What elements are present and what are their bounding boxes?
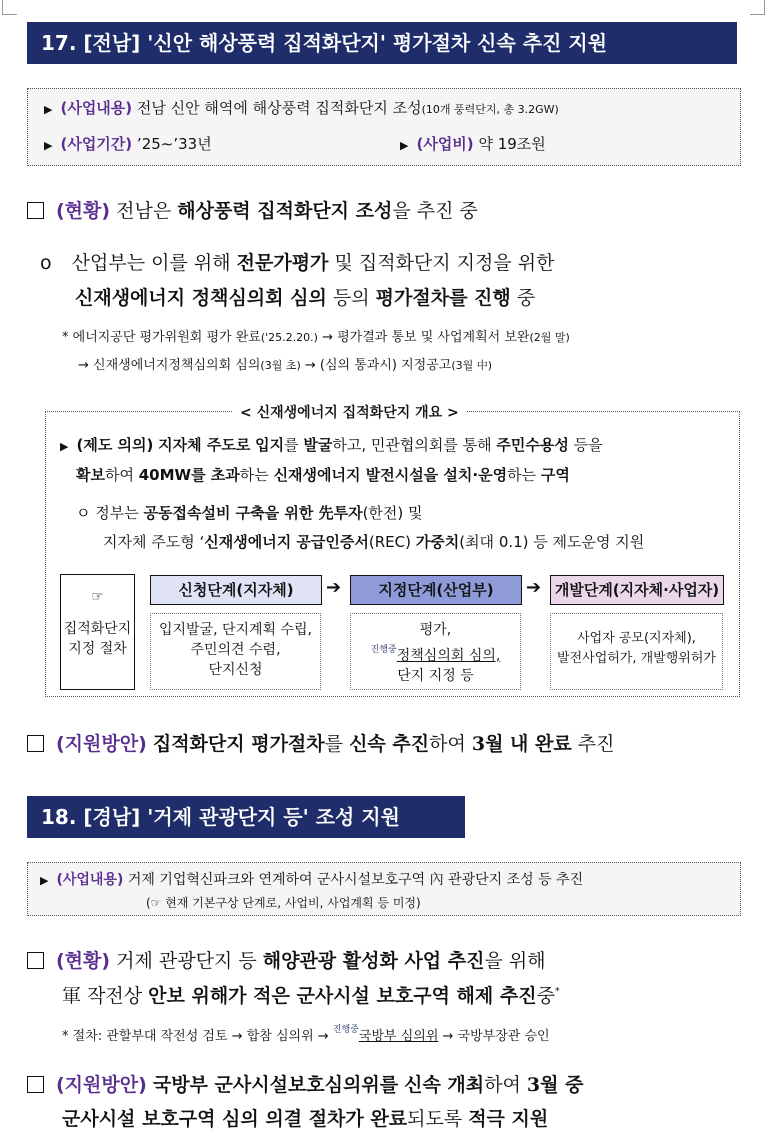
info-content-text: 전남 신안 해역에 해상풍력 집적화단지 조성 <box>136 99 422 117</box>
support-bold: 신속 추진 <box>349 733 430 755</box>
detail-line: 발전사업허가, 개발행위허가 <box>557 651 716 666</box>
info-period-text: ’25∼’33년 <box>136 135 212 153</box>
info-content-note: (10개 풍력단지, 총 3.2GW) <box>421 103 559 116</box>
triangle-bullet-icon: ▶ <box>40 874 49 887</box>
detail-line: 주민의견 수렴, <box>190 642 281 658</box>
info-content-note: (☞ 현재 기본구상 단계로, 사업비, 사업계획 등 미정) <box>146 896 421 910</box>
stage-develop-details <box>550 613 723 690</box>
section-17-header: 17. [전남] '신안 해상풍력 집적화단지' 평가절차 신속 추진 지원 <box>27 22 737 64</box>
info-content-text: 거제 기업혁신파크와 연계하여 군사시설보호구역 內 관광단지 조성 등 추진 <box>127 872 584 888</box>
support-bold: 집적화단지 평가절차 <box>152 733 325 755</box>
stage-designate-details <box>350 613 521 690</box>
detail-line-underlined: 정책심의회 심의, <box>396 648 501 664</box>
sub-text: 중 <box>516 287 536 309</box>
section-17-note-line-1 <box>62 326 570 345</box>
overview-bold: 신재생에너지 발전시설을 설치·운영 <box>273 466 508 484</box>
note-date: (3월 초) <box>260 359 301 372</box>
overview-line-4 <box>103 531 644 552</box>
section-18-support-line-2 <box>62 1104 548 1131</box>
info-cost-row <box>400 133 546 154</box>
status-label: (현황) <box>56 950 111 972</box>
detail-line: 사업자 공모(지자체), <box>577 631 696 646</box>
section-18-status-line-1 <box>27 946 546 973</box>
section-17-note-line-2 <box>78 354 492 373</box>
status-text-bold: 해양관광 활성화 사업 추진 <box>262 950 485 972</box>
info-cost-text: 약 19조원 <box>478 135 546 153</box>
overview-bold: 구역 <box>540 466 570 484</box>
arrow-right-icon: ➔ <box>326 577 342 598</box>
overview-text: (REC) <box>368 533 411 551</box>
note-text: → 신재생에너지정책심의회 심의 <box>78 358 261 373</box>
support-label: (지원방안) <box>56 1074 147 1096</box>
support-bold: 3월 내 완료 <box>471 733 572 755</box>
overview-bold: 신재생에너지 공급인증서 <box>204 533 369 551</box>
status-text: 전남은 <box>116 200 172 222</box>
arrow-right-icon: ➔ <box>526 577 542 598</box>
info-content-label: (사업내용) <box>56 872 124 888</box>
stage-apply-details <box>150 613 321 690</box>
support-bold: 국방부 군사시설보호심의위를 <box>152 1074 399 1096</box>
sub-text-bold: 신재생에너지 정책심의회 심의 <box>75 287 327 309</box>
note-text: → 국방부장관 승인 <box>442 1029 550 1044</box>
in-progress-tag: 진행중 <box>370 645 397 655</box>
overview-text: 등을 <box>573 436 603 454</box>
overview-bold: 가중치 <box>415 533 460 551</box>
detail-line: 단지신청 <box>208 662 263 678</box>
overview-bold: 공동접속설비 구축을 위한 先투자 <box>143 504 363 522</box>
support-text: 를 <box>324 733 344 755</box>
page-corner-mark-right <box>750 0 765 15</box>
support-text: 하여 <box>429 733 466 755</box>
support-bold: 신속 개최 <box>404 1074 485 1096</box>
section-17-support <box>27 729 615 756</box>
support-text: 추진 <box>577 733 615 755</box>
designation-process-label <box>60 574 135 690</box>
in-progress-tag: 진행중 <box>332 1025 359 1035</box>
overview-line-3 <box>76 502 423 523</box>
status-text: 중 <box>536 985 555 1007</box>
overview-bold: (제도 의의) <box>76 436 154 454</box>
overview-text: 지자체 주도형 ‘ <box>103 533 205 551</box>
overview-title: < 신재생에너지 집적화단지 개요 > <box>232 402 467 422</box>
checkbox-square-icon <box>27 1076 44 1093</box>
overview-bold: 40MW를 초과 <box>138 466 240 484</box>
note-text: → 평가결과 통보 및 사업계획서 보완 <box>322 330 530 345</box>
info-period-row <box>44 133 212 154</box>
section-18-status-line-2 <box>62 981 559 1008</box>
status-text: 軍 작전상 <box>62 985 143 1007</box>
sub-text-bold: 평가절차를 진행 <box>375 287 511 309</box>
overview-bold: 입지 <box>255 436 285 454</box>
overview-bold: 주민수용성 <box>496 436 569 454</box>
section-18-info-box <box>27 862 741 916</box>
checkbox-square-icon <box>27 952 44 969</box>
support-text: 되도록 <box>407 1108 463 1130</box>
status-text: 거제 관광단지 등 <box>116 950 257 972</box>
triangle-bullet-icon: ▶ <box>400 139 409 152</box>
stage-apply: 신청단계(지자체) <box>150 575 322 605</box>
detail-line: 단지 지정 등 <box>397 668 474 684</box>
section-18-header: 18. [경남] '거제 관광단지 등' 조성 지원 <box>27 796 465 838</box>
circle-bullet: o <box>40 252 52 274</box>
info-content-row <box>44 97 559 118</box>
note-date: ('25.2.20.) <box>260 331 318 344</box>
section-18-support-line-1 <box>27 1070 583 1097</box>
triangle-bullet-icon: ▶ <box>44 103 53 116</box>
sub-text-bold: 전문가평가 <box>236 252 329 274</box>
detail-line: 평가, <box>419 622 452 638</box>
section-17-sub-line-2 <box>75 283 535 310</box>
footnote-mark: * <box>554 987 560 997</box>
info-cost-label: (사업비) <box>416 135 474 153</box>
support-bold: 3월 중 <box>526 1074 584 1096</box>
status-text-bold: 해상풍력 집적화단지 조성 <box>177 200 393 222</box>
section-17-status <box>27 196 478 223</box>
overview-text: 를 <box>284 436 299 454</box>
overview-text: (최대 0.1) 등 제도운영 지원 <box>459 533 645 551</box>
section-17-info-box <box>27 88 741 166</box>
note-underlined: 국방부 심의위 <box>358 1029 439 1044</box>
detail-line: 입지발굴, 단지계획 수립, <box>158 622 313 638</box>
triangle-bullet-icon: ▶ <box>44 139 53 152</box>
overview-text: (한전) 및 <box>362 504 423 522</box>
process-label-line-2: 지정 절차 <box>68 641 127 657</box>
hand-pointer-icon: ☞ <box>91 589 104 605</box>
info-content-row <box>40 869 583 889</box>
section-17-sub-line-1 <box>40 248 554 275</box>
overview-text: 하는 <box>507 466 537 484</box>
overview-text: 하고, 민관협의회를 통해 <box>332 436 492 454</box>
note-text: → (심의 통과시) 지정공고 <box>304 358 452 373</box>
overview-line-2 <box>76 464 570 485</box>
overview-text: 하는 <box>239 466 269 484</box>
support-label: (지원방안) <box>56 733 147 755</box>
process-label-line-1: 집적화단지 <box>63 621 132 637</box>
info-content-label: (사업내용) <box>60 99 133 117</box>
info-period-label: (사업기간) <box>60 135 133 153</box>
overview-bold: 지자체 주도로 <box>158 436 251 454</box>
overview-bold: 발굴 <box>303 436 333 454</box>
stage-develop: 개발단계(지자체·사업자) <box>550 575 724 605</box>
sub-text: 산업부는 이를 위해 <box>71 252 231 274</box>
support-text: 하여 <box>484 1074 521 1096</box>
support-bold: 적극 지원 <box>468 1108 549 1130</box>
note-date: (3월 中) <box>451 359 493 372</box>
overview-line-1 <box>60 434 603 455</box>
overview-bold: 확보 <box>76 466 105 484</box>
sub-text: 등의 <box>332 287 370 309</box>
status-text-bold: 안보 위해가 적은 군사시설 보호구역 해제 추진 <box>148 985 537 1007</box>
note-text: * 절차: 관할부대 작전성 검토 → 합참 심의위 → <box>62 1029 329 1044</box>
status-label: (현황) <box>56 200 111 222</box>
page-corner-mark-left <box>2 0 17 15</box>
overview-text: 하여 <box>104 466 134 484</box>
status-text: 을 위해 <box>484 950 546 972</box>
sub-text: 및 집적화단지 지정을 위한 <box>334 252 555 274</box>
section-18-note <box>62 1022 550 1044</box>
checkbox-square-icon <box>27 202 44 219</box>
note-date: (2월 말) <box>529 331 570 344</box>
stage-designate: 지정단계(산업부) <box>350 575 522 605</box>
overview-text: ㅇ 정부는 <box>76 504 139 522</box>
triangle-bullet-icon: ▶ <box>60 440 69 453</box>
checkbox-square-icon <box>27 735 44 752</box>
status-text-end: 을 추진 중 <box>392 200 478 222</box>
support-bold: 군사시설 보호구역 심의 의결 절차가 완료 <box>62 1108 408 1130</box>
note-text: * 에너지공단 평가위원회 평가 완료 <box>62 330 261 345</box>
